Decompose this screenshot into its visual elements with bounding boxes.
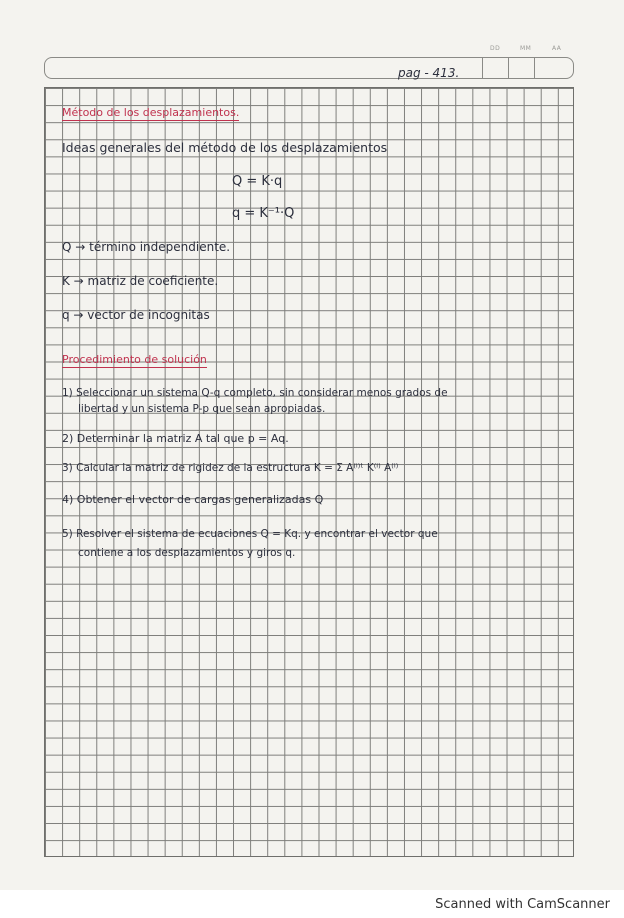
step-item: 1) Seleccionar un sistema Q-q completo, sin considerar menos grados de	[62, 387, 448, 399]
definition-item: K → matriz de coeficiente.	[62, 274, 219, 288]
step-item: 2) Determinar la matriz A tal que p = Aq.	[62, 432, 289, 445]
section-subtitle: Ideas generales del método de los desplazamientos	[62, 140, 388, 155]
step-item: 4) Obtener el vector de cargas generalizadas Q	[62, 493, 324, 506]
date-cell-year	[534, 57, 560, 79]
step-item-continuation: contiene a los desplazamientos y giros q.	[78, 547, 296, 559]
date-label-year: AA	[552, 45, 562, 52]
date-cell-month	[508, 57, 534, 79]
date-cell-day	[482, 57, 508, 79]
formula-inverse: q = K⁻¹·Q	[232, 206, 295, 221]
page-title: Método de los desplazamientos.	[62, 106, 240, 119]
step-item: 5) Resolver el sistema de ecuaciones Q = Kq. y encontrar el vector que	[62, 528, 438, 540]
step-item: 3) Calcular la matriz de rigidez de la estructura K = Σ A⁽ⁱ⁾ᵗ K⁽ⁱ⁾ A⁽ⁱ⁾	[62, 462, 399, 474]
scanner-watermark: Scanned with CamScanner	[435, 897, 610, 912]
procedure-heading: Procedimiento de solución	[62, 353, 207, 366]
step-item-continuation: libertad y un sistema P-p que sean apropiadas.	[78, 403, 326, 415]
date-label-day: DD	[490, 45, 501, 52]
formula-stiffness: Q = K·q	[232, 174, 283, 189]
definition-item: Q → término independiente.	[62, 240, 231, 254]
date-label-month: MM	[520, 45, 532, 52]
page-reference: pag - 413.	[398, 66, 460, 80]
definition-item: q → vector de incognitas	[62, 308, 210, 322]
